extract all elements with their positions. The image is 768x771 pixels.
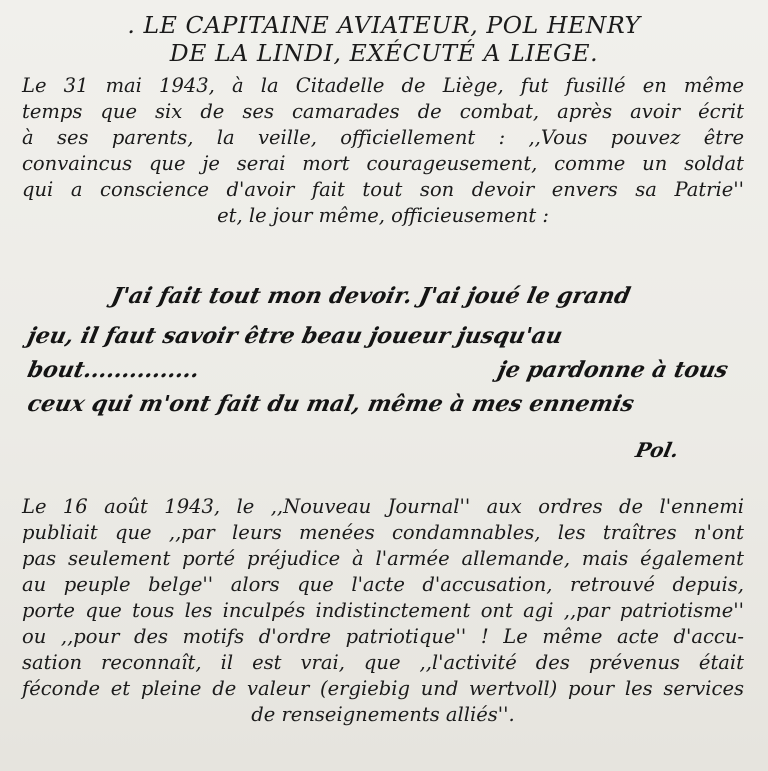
handwritten-letter-line: ceux qui m'ont fait du mal, même à mes ennemis [25, 391, 637, 417]
outro-line: féconde et pleine de valeur (ergiebig und wertvoll) pour les services [22, 677, 744, 700]
intro-line: Le 31 mai 1943, à la Citadelle de Liège, fut fusillé en même [22, 74, 744, 97]
intro-line: qui a conscience d'avoir fait tout son devoir envers sa Patrie'' [22, 178, 744, 201]
intro-line: temps que six de ses camarades de combat, après avoir écrit [22, 100, 744, 123]
outro-line: ou ,,pour des motifs d'ordre patriotique'' ! Le même acte d'accu- [22, 625, 744, 648]
handwritten-letter-line: je pardonne à tous [495, 357, 731, 383]
intro-line: convaincus que je serai mort courageusement, comme un soldat [22, 152, 744, 175]
handwritten-letter-line: jeu, il faut savoir être beau joueur jusqu'au [25, 323, 565, 349]
outro-line: porte que tous les inculpés indistinctement ont agi ,,par patriotisme'' [22, 599, 744, 622]
title-line-1: . LE CAPITAINE AVIATEUR, POL HENRY [127, 11, 641, 39]
intro-line: à ses parents, la veille, officiellement : ,,Vous pouvez être [22, 126, 744, 149]
outro-line: Le 16 août 1943, le ,,Nouveau Journal'' aux ordres de l'ennemi [22, 495, 744, 518]
title-line-2: DE LA LINDI, EXÉCUTÉ A LIEGE. [169, 39, 599, 67]
outro-line: pas seulement porté préjudice à l'armée allemande, mais également [22, 547, 744, 570]
outro-line: au peuple belge'' alors que l'acte d'accusation, retrouvé depuis, [22, 573, 744, 596]
outro-line: sation reconnaît, il est vrai, que ,,l'activité des prévenus était [22, 651, 744, 674]
intro-line: et, le jour même, officieusement : [217, 204, 549, 227]
outro-line: de renseignements alliés''. [251, 703, 515, 726]
outro-line: publiait que ,,par leurs menées condamnables, les traîtres n'ont [22, 521, 744, 544]
signature: Pol. [633, 438, 681, 462]
handwritten-letter-line: J'ai fait tout mon devoir. J'ai joué le grand [109, 283, 633, 309]
handwritten-letter-line: bout............... [25, 357, 202, 383]
